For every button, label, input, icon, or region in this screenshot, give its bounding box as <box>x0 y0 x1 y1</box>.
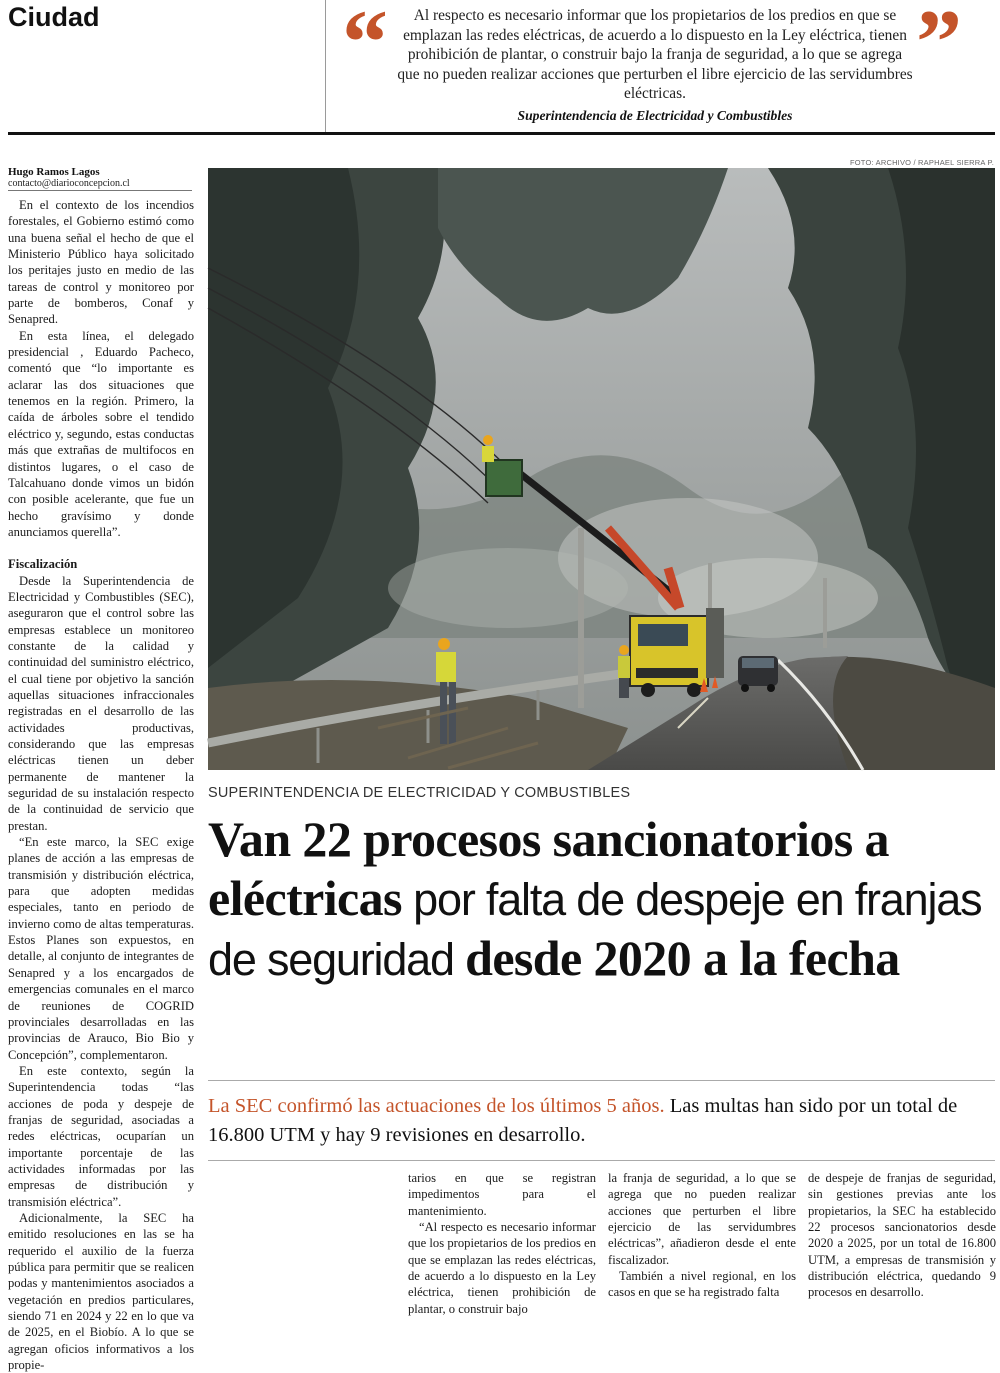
paragraph: En este contexto, según la Superintendencia todas “las acciones de poda y despeje de franjas de seguridad, asociadas a redes eléctricas, ocuparían un importante porcentaje de las actividades informadas por las empresas de distribución y transmisión eléctrica”. <box>8 1063 194 1209</box>
quote-close-icon: ” <box>916 0 962 93</box>
paragraph: Desde la Superintendencia de Electricidad y Combustibles (SEC), aseguraron que el control sobre las empresas establece un monitoreo constante de la calidad y continuidad del suministro eléctrico, el cual tiene por objetivo la sanción aquellas situaciones infraccionales registradas en el desarrollo de las actividades productivas, considerando que las empresas eléctricas tienen un deber permanente de mantener la seguridad de su instalación respecto de la continuidad de servicio que prestan. <box>8 573 194 833</box>
byline-email: contacto@diarioconcepcion.cl <box>8 178 130 189</box>
headline-bold-part-2: desde 2020 a la fecha <box>465 930 900 986</box>
deck-rule-bottom <box>208 1160 995 1161</box>
paragraph: En esta línea, el delegado presidencial , Eduardo Pacheco, comentó que “lo importante es aclarar las dos situaciones que tenemos en la región. Primero, la caída de árboles sobre el tendido eléctrico y, segundo, estas conductas más que extrañas de multifocos en distintos lugares, o el caso de Talcahuano donde vimos un bidón con posible acelerante, que fue un hecho gravísimo y donde anunciamos querella”. <box>8 328 194 539</box>
article-kicker: SUPERINTENDENCIA DE ELECTRICIDAD Y COMBUSTIBLES <box>208 785 631 801</box>
paragraph: tarios en que se registran impedimentos para el mantenimiento. <box>408 1171 596 1218</box>
headline <box>208 810 998 989</box>
quote-open-icon: “ <box>342 0 388 93</box>
forest-road-crane-illustration <box>208 168 995 770</box>
headline-normal-part: por falta de despeje en franjas de seguridad <box>208 874 982 985</box>
paragraph: de despeje de franjas de seguridad, sin gestiones previas ante los propietarios, la SEC ha establecido 22 procesos sancionatorios desde 2020 a 2025, por un total de 16.800 UTM, a empresas de transmisión y distribución eléctrica, quedando 9 procesos en desarrollo. <box>808 1171 996 1300</box>
paragraph: la franja de seguridad, a lo que se agrega que no pueden realizar acciones que perturben el libre ejercicio de las servidumbres eléctricas”, añadieron desde el ente fiscalizador. <box>608 1171 796 1267</box>
paragraph: Adicionalmente, la SEC ha emitido resoluciones en las se ha requerido el auxilio de la fuerza pública para permitir que se realicen podas y mantenimientos asociados a vegetación en predios particulares, siendo 71 en 2024 y 22 en lo que va de 2025, en el Biobío. A lo que se agregan oficios informativos a los propie- <box>8 1210 194 1373</box>
deck-rule-top <box>208 1080 995 1081</box>
byline-author: Hugo Ramos Lagos <box>8 166 100 178</box>
paragraph: En el contexto de los incendios forestales, el Gobierno estimó como una buena señal el hecho de que el Ministerio Público haya solicitado los peritajes justo en medio de las tareas de control y monitoreo por parte de bomberos, Conaf y Senapred. <box>8 198 194 327</box>
deck <box>208 1092 998 1149</box>
bottom-column-2 <box>608 1170 796 1301</box>
headline-bold-part-1: Van 22 procesos sancionatorios a eléctricas <box>208 811 889 926</box>
subheading: Fiscalización <box>8 557 78 572</box>
section-label: Ciudad <box>8 2 100 32</box>
article-photo <box>208 168 995 770</box>
header-rule <box>8 132 995 135</box>
bottom-column-1 <box>408 1170 596 1317</box>
pull-quote: Al respecto es necesario informar que los propietarios de los predios en que se emplazan las redes eléctricas, de acuerdo a lo dispuesto en la Ley eléctrica, tienen prohibición de plantar, o construir bajo la franja de seguridad, a lo que se agrega que no pueden realizar acciones que perturben el libre ejercicio de las servidumbres eléctricas. <box>397 7 913 103</box>
pull-quote-source: Superintendencia de Electricidad y Combustibles <box>517 108 793 123</box>
header-divider <box>325 0 326 132</box>
photo-credit: FOTO: ARCHIVO / RAPHAEL SIERRA P. <box>849 158 994 167</box>
paragraph: “Al respecto es necesario informar que los propietarios de los predios en que se emplazan las redes eléctricas, de acuerdo a lo dispuesto en la Ley eléctrica, tienen prohibición de plantar, o construir bajo <box>408 1220 596 1316</box>
byline-rule <box>8 190 192 191</box>
bottom-column-3 <box>808 1170 996 1301</box>
deck-rest: Las multas han sido por un total de 16.800 UTM y hay 9 revisiones en desarrollo. <box>208 1095 958 1146</box>
deck-accent: La SEC confirmó las actuaciones de los últimos 5 años. <box>208 1095 665 1117</box>
paragraph: “En este marco, la SEC exige planes de acción a las empresas de transmisión y distribución eléctrica, para que adopten medidas especiales, tanto en periodo de invierno como de altas temperaturas. Estos Planes son expuestos, en detalle, al conjunto de integrantes de Senapred y a los encargados de emergencias comunales en el marco de reuniones de COGRID provinciales desarrolladas en las provincias de Arauco, Bio Bio y Concepción”, complementaron. <box>8 835 194 1062</box>
left-column <box>8 197 194 1373</box>
paragraph: También a nivel regional, en los casos en que se ha registrado falta <box>608 1269 796 1300</box>
